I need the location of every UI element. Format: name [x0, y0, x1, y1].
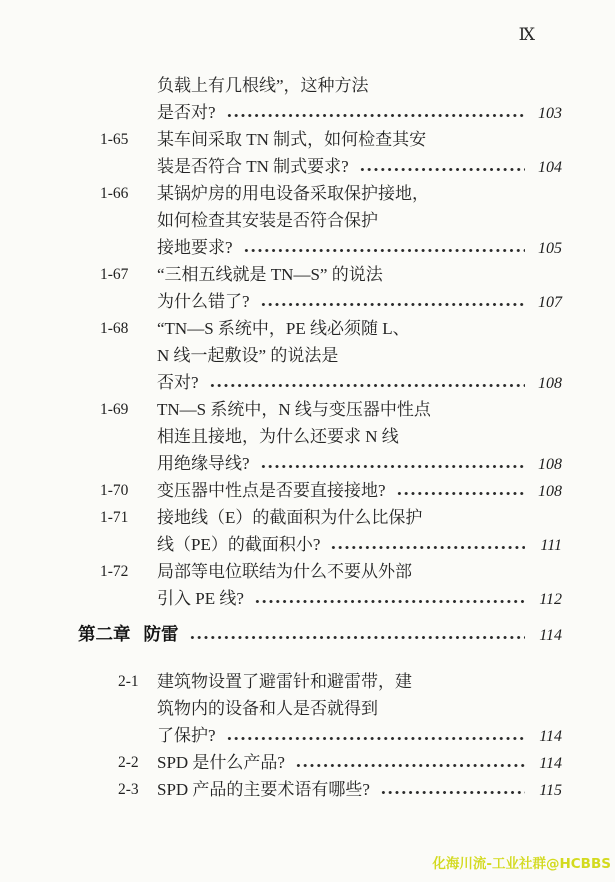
toc-entry-number: 1-72 — [100, 563, 129, 580]
toc-list — [0, 72, 615, 803]
toc-entry-text: TN—S 系统中，N 线与变压器中性点 — [157, 400, 431, 419]
dot-leader — [254, 599, 525, 604]
toc-entry-line — [157, 396, 562, 423]
toc-entry-line — [157, 126, 562, 153]
toc-entry-text: 某锅炉房的用电设备采取保护接地， — [157, 184, 429, 203]
toc-entry-line — [157, 531, 562, 558]
toc-entry-text: 相连且接地，为什么还要求 N 线 — [157, 427, 399, 446]
toc-entry-number: 1-70 — [100, 482, 129, 499]
dot-leader — [330, 545, 525, 550]
toc-entry-text: 接地要求? — [157, 238, 233, 257]
dot-leader — [260, 464, 525, 469]
toc-entry-number: 1-65 — [100, 131, 129, 148]
toc-entry-line — [157, 722, 562, 749]
toc-entry-body — [157, 477, 562, 504]
dot-leader — [359, 167, 525, 172]
toc-entry-line — [157, 99, 562, 126]
toc-page-number: 112 — [539, 591, 562, 608]
dot-leader — [295, 763, 525, 768]
dot-leader — [209, 383, 525, 388]
toc-page-number: 108 — [538, 375, 562, 392]
toc-entry-body — [157, 315, 562, 396]
toc-entry — [0, 749, 615, 776]
toc-page-number: 111 — [540, 537, 562, 554]
toc-entry-body — [157, 504, 562, 558]
toc-entry — [0, 72, 615, 126]
toc-entry — [0, 776, 615, 803]
toc-entry — [0, 180, 615, 261]
toc-entry-line — [157, 207, 562, 234]
toc-entry-text: SPD 是什么产品? — [157, 753, 285, 772]
toc-entry-text: 局部等电位联结为什么不要从外部 — [157, 562, 412, 581]
toc-page-number: 115 — [539, 782, 562, 799]
toc-entry-number: 1-71 — [100, 509, 129, 526]
toc-entry-line — [157, 585, 562, 612]
toc-entry-text: 变压器中性点是否要直接接地? — [157, 481, 386, 500]
toc-entry-number: 1-68 — [100, 320, 129, 337]
toc-entry-line — [157, 369, 562, 396]
toc-entry — [0, 261, 615, 315]
toc-entry-line — [157, 776, 562, 803]
dot-leader — [243, 248, 525, 253]
toc-entry-line — [157, 234, 562, 261]
toc-entry-text: 线（PE）的截面积小? — [157, 535, 321, 554]
dot-leader — [396, 491, 525, 496]
toc-entry-text: 如何检查其安装是否符合保护 — [157, 211, 378, 230]
toc-entry-text: 接地线（E）的截面积为什么比保护 — [157, 508, 423, 527]
toc-entry-line — [157, 180, 562, 207]
toc-entry-text: 筑物内的设备和人是否就得到 — [157, 699, 378, 718]
toc-entry-body — [157, 749, 562, 776]
toc-entry-line — [157, 477, 562, 504]
toc-entry — [0, 504, 615, 558]
watermark: 化海川流-工业社群@HCBBS — [432, 856, 611, 872]
toc-entry-body — [157, 126, 562, 180]
page-folio: Ⅸ — [518, 25, 536, 44]
dot-leader — [380, 790, 525, 795]
toc-entry-text: 是否对? — [157, 103, 216, 122]
toc-page-number: 107 — [538, 294, 562, 311]
toc-entry-text: 否对? — [157, 373, 199, 392]
dot-leader — [226, 113, 525, 118]
toc-entry-line — [157, 342, 562, 369]
toc-entry-number: 1-66 — [100, 185, 129, 202]
toc-entry-text: N 线一起敷设” 的说法是 — [157, 346, 339, 365]
toc-page-number: 114 — [539, 728, 562, 745]
toc-entry-text: “TN—S 系统中，PE 线必须随 L、 — [157, 319, 410, 338]
toc-entry-number: 2-1 — [118, 673, 139, 690]
toc-entry-text: 某车间采取 TN 制式，如何检查其安 — [157, 130, 427, 149]
toc-page-number: 103 — [538, 105, 562, 122]
toc-entry-line — [157, 315, 562, 342]
toc-entry-text: SPD 产品的主要术语有哪些? — [157, 780, 370, 799]
dot-leader — [226, 736, 525, 741]
toc-entry-body — [157, 72, 562, 126]
toc-entry-body — [157, 261, 562, 315]
toc-page-number: 105 — [538, 240, 562, 257]
toc-entry-number: 1-69 — [100, 401, 129, 418]
toc-entry-text: 引入 PE 线? — [157, 589, 244, 608]
toc-entry-line — [157, 695, 562, 722]
toc-entry-line — [157, 423, 562, 450]
toc-entry-number: 1-67 — [100, 266, 129, 283]
toc-entry — [0, 396, 615, 477]
toc-entry-text: 用绝缘导线? — [157, 454, 250, 473]
toc-entry — [0, 315, 615, 396]
dot-leader — [260, 302, 525, 307]
toc-page-number: 108 — [538, 483, 562, 500]
toc-entry-line — [157, 749, 562, 776]
toc-entry-body — [157, 776, 562, 803]
toc-entry — [0, 558, 615, 612]
toc-entry-line — [157, 72, 562, 99]
toc-entry-text: 建筑物设置了避雷针和避雷带，建 — [157, 672, 412, 691]
toc-entry-body — [157, 396, 562, 477]
toc-entry-number: 2-3 — [118, 781, 139, 798]
dot-leader — [189, 635, 526, 640]
toc-page-number: 114 — [539, 755, 562, 772]
toc-entry-text: 了保护? — [157, 726, 216, 745]
toc-entry — [0, 126, 615, 180]
toc-chapter-row — [0, 621, 562, 648]
toc-page-number: 114 — [539, 627, 562, 644]
toc-entry-line — [157, 450, 562, 477]
toc-page-number: 108 — [538, 456, 562, 473]
toc-entry-number: 2-2 — [118, 754, 139, 771]
toc-entry-line — [157, 504, 562, 531]
toc-entry-text: 装是否符合 TN 制式要求? — [157, 157, 349, 176]
toc-entry-text: 为什么错了? — [157, 292, 250, 311]
toc-entry-body — [157, 668, 562, 749]
toc-entry-body — [157, 180, 562, 261]
toc-page-number: 104 — [538, 159, 562, 176]
toc-entry-line — [157, 558, 562, 585]
toc-entry — [0, 668, 615, 749]
toc-entry-body — [157, 558, 562, 612]
toc-entry-text: “三相五线就是 TN—S” 的说法 — [157, 265, 383, 284]
toc-entry-line — [157, 288, 562, 315]
toc-entry-line — [157, 261, 562, 288]
toc-entry-line — [157, 668, 562, 695]
toc-entry — [0, 477, 615, 504]
chapter-title: 防雷 — [143, 624, 179, 644]
chapter-number: 第二章 — [78, 624, 131, 644]
toc-entry-text: 负载上有几根线”，这种方法 — [157, 76, 369, 95]
toc-entry-line — [157, 153, 562, 180]
